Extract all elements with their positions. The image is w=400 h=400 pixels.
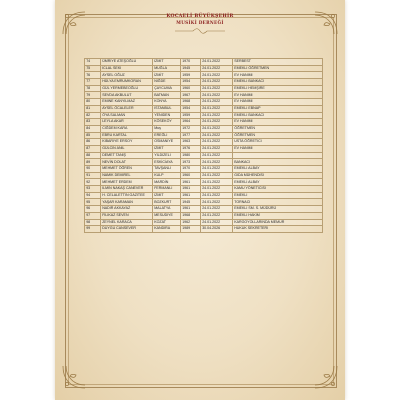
member-no: 79 <box>85 92 101 99</box>
table-row <box>85 79 323 86</box>
table-row <box>85 92 323 99</box>
member-birthplace: İZMİT <box>153 59 181 66</box>
member-date: 24.01.2022 <box>201 79 233 86</box>
member-date: 24.01.2022 <box>201 132 233 139</box>
member-date: 24.01.2022 <box>201 72 233 79</box>
member-name: GÜLCİN ANIL <box>101 145 153 152</box>
member-birth-year: 1945 <box>181 199 201 206</box>
table-row <box>85 159 323 166</box>
table-row <box>85 139 323 146</box>
table-row <box>85 192 323 199</box>
member-birth-year: 1980 <box>181 152 201 159</box>
member-birthplace: KÖSEKÖY <box>153 119 181 126</box>
member-name: MEHMET ÖĞREN <box>101 166 153 173</box>
member-name: YAŞAR KARAMAN <box>101 199 153 206</box>
member-date: 24.01.2022 <box>201 145 233 152</box>
header-title: KOCAELİ BÜYÜKŞEHİR <box>166 14 234 19</box>
member-no: 78 <box>85 85 101 92</box>
table-row <box>85 199 323 206</box>
member-birthplace: KONYA <box>153 99 181 106</box>
member-no: 83 <box>85 119 101 126</box>
member-occupation: EV HANIMI <box>233 145 323 152</box>
member-birthplace: İZMİT <box>153 72 181 79</box>
member-occupation <box>233 152 323 159</box>
member-name: İLMİN NAKAŞ CANEVER <box>101 186 153 193</box>
member-birthplace: İZMİT <box>153 145 181 152</box>
table-row <box>85 166 323 173</box>
member-occupation: BANKACI <box>233 159 323 166</box>
member-birth-year: 1989 <box>181 226 201 233</box>
member-no: 92 <box>85 179 101 186</box>
member-name: DEMET TANIŞ <box>101 152 153 159</box>
member-occupation: EV HANIMI <box>233 92 323 99</box>
member-birthplace: MUĞLA <box>153 65 181 72</box>
member-name: FİLİKAZ SEVEN <box>101 212 153 219</box>
member-date: 24.01.2022 <box>201 119 233 126</box>
member-no: 88 <box>85 152 101 159</box>
member-date: 24.01.2022 <box>201 152 233 159</box>
table-row <box>85 112 323 119</box>
member-birth-year: 1972 <box>181 125 201 132</box>
member-occupation: EMEKLİ SM. S. MÜDÜRÜ <box>233 206 323 213</box>
member-name: AYSEL OĞUZ <box>101 72 153 79</box>
member-birthplace: MESUDİYE <box>153 212 181 219</box>
member-occupation: SERBEST <box>233 59 323 66</box>
table-row <box>85 85 323 92</box>
member-birth-year: 1954 <box>181 105 201 112</box>
table-row <box>85 186 323 193</box>
table-row <box>85 105 323 112</box>
member-birthplace: BOZKURT <box>153 199 181 206</box>
member-name: NEVİN DOLAT <box>101 159 153 166</box>
member-date: 24.01.2022 <box>201 179 233 186</box>
member-no: 99 <box>85 226 101 233</box>
member-no: 91 <box>85 172 101 179</box>
member-occupation: EV HANIMI <box>233 72 323 79</box>
member-date: 24.01.2022 <box>201 59 233 66</box>
member-birth-year: 1945 <box>181 65 201 72</box>
member-birthplace: KULP <box>153 172 181 179</box>
table-row <box>85 65 323 72</box>
member-occupation: EMEKLİ ALBAY <box>233 179 323 186</box>
member-name: İCLAL SEKİ <box>101 65 153 72</box>
member-no: 93 <box>85 186 101 193</box>
member-no: 80 <box>85 99 101 106</box>
member-occupation: EMEKLİ <box>233 192 323 199</box>
member-occupation: EMEKLİ EBNAP <box>233 105 323 112</box>
member-no: 96 <box>85 206 101 213</box>
member-occupation: EMEKLİ ÖĞRETMEN <box>233 65 323 72</box>
member-no: 81 <box>85 105 101 112</box>
document-header <box>55 14 345 26</box>
member-name: EBRU KARTAL <box>101 132 153 139</box>
header-subtitle: MUSİKİ DERNEĞİ <box>176 20 224 25</box>
member-name: LEYLA AKAR <box>101 119 153 126</box>
member-occupation: ÖĞRETMEN <box>233 125 323 132</box>
member-no: 94 <box>85 192 101 199</box>
member-occupation: TORNACI <box>233 199 323 206</box>
table-row <box>85 125 323 132</box>
member-no: 89 <box>85 159 101 166</box>
member-birthplace: KANDIRA <box>153 226 181 233</box>
member-date: 24.01.2022 <box>201 159 233 166</box>
member-occupation: EMEKLİ ALBAY <box>233 166 323 173</box>
table-row <box>85 226 323 233</box>
member-date: 24.01.2022 <box>201 186 233 193</box>
member-date: 24.01.2022 <box>201 105 233 112</box>
member-date: 24.01.2022 <box>201 112 233 119</box>
table-row <box>85 99 323 106</box>
member-birth-year: 1961 <box>181 192 201 199</box>
member-occupation: EMEKLİ BANKACI <box>233 112 323 119</box>
table-row <box>85 119 323 126</box>
member-no: 90 <box>85 166 101 173</box>
member-birthplace: YENİDEN <box>153 112 181 119</box>
member-birth-year: 1959 <box>181 112 201 119</box>
member-name: NAMIK DEMİREL <box>101 172 153 179</box>
member-birthplace: Muş <box>153 125 181 132</box>
table-row <box>85 59 323 66</box>
member-birthplace: OSMANİYE <box>153 139 181 146</box>
member-birthplace: ÇAYCUMA <box>153 85 181 92</box>
member-occupation: GIDA MÜHENDİSİ <box>233 172 323 179</box>
member-birthplace: BATMAN <box>153 92 181 99</box>
member-no: 87 <box>85 145 101 152</box>
member-name: ÜMRİYE ATEŞOĞLU <box>101 59 153 66</box>
member-no: 97 <box>85 212 101 219</box>
member-date: 24.01.2022 <box>201 166 233 173</box>
member-birth-year: 1968 <box>181 99 201 106</box>
member-occupation: ÖĞRETMEN <box>233 132 323 139</box>
member-birth-year: 1967 <box>181 92 201 99</box>
member-date: 24.01.2022 <box>201 219 233 226</box>
member-birthplace: TAVŞANLI <box>153 166 181 173</box>
member-date: 24.01.2022 <box>201 212 233 219</box>
table-row <box>85 132 323 139</box>
member-birth-year: 1962 <box>181 219 201 226</box>
member-birthplace: NİĞDE <box>153 79 181 86</box>
member-birthplace: EREĞLİ <box>153 132 181 139</box>
member-name: KIBARİYE ERSOY <box>101 139 153 146</box>
member-no: 74 <box>85 59 101 66</box>
member-name: ZEYNEL KARACA <box>101 219 153 226</box>
member-name: GÜL YERMEBEOĞLU <box>101 85 153 92</box>
member-no: 77 <box>85 79 101 86</box>
member-name: HÜLYA EMRUMKORAN <box>101 79 153 86</box>
member-birthplace: FERMANLI <box>153 186 181 193</box>
member-date: 24.01.2022 <box>201 92 233 99</box>
member-birthplace: İSTANBUL <box>153 105 181 112</box>
member-date: 24.01.2022 <box>201 172 233 179</box>
member-date: 30.04.2026 <box>201 226 233 233</box>
table-row <box>85 172 323 179</box>
member-birth-year: 1960 <box>181 172 201 179</box>
member-name: EMİNE KANYILMAZ <box>101 99 153 106</box>
member-birth-year: 1963 <box>181 139 201 146</box>
member-date: 24.01.2022 <box>201 199 233 206</box>
member-birthplace: YILDIZELİ <box>153 152 181 159</box>
member-table <box>84 58 323 233</box>
member-birthplace: MALATYA <box>153 206 181 213</box>
member-occupation: USTA ÖĞRETİCİ <box>233 139 323 146</box>
member-birthplace: İZMİT <box>153 192 181 199</box>
member-date: 24.01.2022 <box>201 85 233 92</box>
member-occupation: EMEKLİ HEMŞİRE <box>233 85 323 92</box>
table-row <box>85 219 323 226</box>
member-birth-year: 1970 <box>181 59 201 66</box>
member-birthplace: ESKİCİAYA <box>153 159 181 166</box>
member-date: 24.01.2022 <box>201 99 233 106</box>
member-name: SEVDA AKBULUT <box>101 92 153 99</box>
corner-ornament-icon <box>61 364 87 390</box>
table-row <box>85 152 323 159</box>
member-birth-year: 1961 <box>181 206 201 213</box>
corner-ornament-icon <box>313 364 339 390</box>
member-birth-year: 1961 <box>181 186 201 193</box>
member-no: 75 <box>85 65 101 72</box>
member-birth-year: 1968 <box>181 212 201 219</box>
member-birthplace: KOZAT <box>153 219 181 226</box>
member-name: ÖYA SALMAN <box>101 112 153 119</box>
member-no: 85 <box>85 132 101 139</box>
member-name: MEHMET ERDEM <box>101 179 153 186</box>
member-occupation: KAMU YÖNETİCİSİ <box>233 186 323 193</box>
member-no: 86 <box>85 139 101 146</box>
member-birth-year: 1959 <box>181 72 201 79</box>
member-birthplace: MARDİN <box>153 179 181 186</box>
member-occupation: HUKUK SEKRETERİ <box>233 226 323 233</box>
member-occupation: KARGOYOLLARINDA MEMUR <box>233 219 323 226</box>
member-occupation: EMEKLİ BANKACI <box>233 79 323 86</box>
member-date: 24.01.2022 <box>201 125 233 132</box>
member-birth-year: 1961 <box>181 179 201 186</box>
member-date: 24.01.2022 <box>201 192 233 199</box>
member-date: 24.01.2022 <box>201 206 233 213</box>
member-name: CİĞDEM KARA <box>101 125 153 132</box>
member-birth-year: 1960 <box>181 85 201 92</box>
member-name: NADİR AKKAYAZ <box>101 206 153 213</box>
member-no: 95 <box>85 199 101 206</box>
table-row <box>85 72 323 79</box>
member-birth-year: 1976 <box>181 145 201 152</box>
member-no: 76 <box>85 72 101 79</box>
member-occupation: EMEKLİ HAKİM <box>233 212 323 219</box>
member-no: 82 <box>85 112 101 119</box>
member-name: AYSEL ÖCALELER <box>101 105 153 112</box>
table-row <box>85 179 323 186</box>
table-row <box>85 145 323 152</box>
member-occupation: EV HANIMI <box>233 99 323 106</box>
member-birth-year: 1970 <box>181 166 201 173</box>
member-occupation: EV HANIMI <box>233 119 323 126</box>
table-row <box>85 212 323 219</box>
member-date: 24.01.2022 <box>201 65 233 72</box>
member-birth-year: 1964 <box>181 119 201 126</box>
member-name: H. CELALETTİN GAZİTEE <box>101 192 153 199</box>
member-no: 98 <box>85 219 101 226</box>
table-row <box>85 206 323 213</box>
member-birth-year: 1954 <box>181 79 201 86</box>
member-date: 24.01.2022 <box>201 139 233 146</box>
member-birth-year: 1977 <box>181 132 201 139</box>
member-name: DUYGU CANSEVER <box>101 226 153 233</box>
member-birth-year: 1973 <box>181 159 201 166</box>
member-no: 84 <box>85 125 101 132</box>
document-page <box>55 0 345 400</box>
header-divider-icon <box>173 27 227 35</box>
